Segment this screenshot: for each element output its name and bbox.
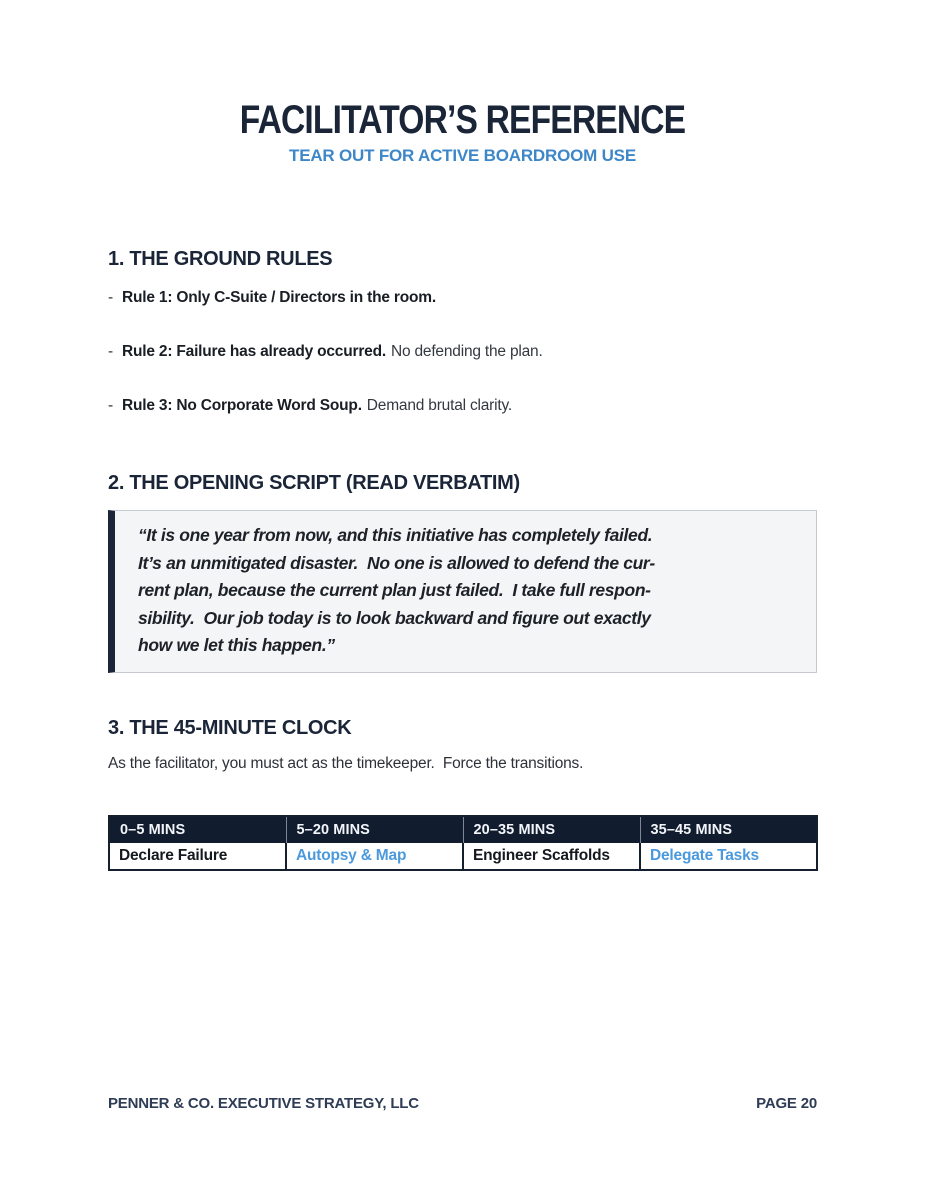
bullet-dash: - bbox=[108, 397, 113, 414]
rule-3-rest: Demand brutal clarity. bbox=[366, 397, 513, 414]
footer-company-name: PENNER & CO. EXECUTIVE STRATEGY, LLC bbox=[108, 1095, 419, 1112]
rule-1-bold: Rule 1: Only C-Suite / Directors in the room. bbox=[122, 289, 436, 306]
table-header-5-20: 5–20 MINS bbox=[286, 816, 463, 843]
table-cell-delegate-tasks: Delegate Tasks bbox=[640, 843, 817, 870]
rule-text bbox=[122, 288, 441, 308]
quote-line-4: sibility. Our job today is to look backward and figure out exactly bbox=[138, 607, 651, 628]
quote-line-2: It’s an unmitigated disaster. No one is allowed to defend the cur- bbox=[138, 552, 655, 573]
rule-2-bold: Rule 2: Failure has already occurred. bbox=[122, 343, 386, 360]
opening-script-quote bbox=[108, 510, 817, 673]
table-cell-autopsy-map: Autopsy & Map bbox=[286, 843, 463, 870]
section-1-heading: 1. THE GROUND RULES bbox=[108, 248, 333, 270]
page-footer bbox=[108, 1095, 817, 1112]
clock-intro-text: As the facilitator, you must act as the timekeeper. Force the transitions. bbox=[108, 754, 584, 772]
rule-2-rest: No defending the plan. bbox=[390, 343, 543, 360]
clock-schedule-table bbox=[108, 815, 818, 871]
quote-line-1: “It is one year from now, and this initiative has completely failed. bbox=[138, 525, 653, 545]
quote-line-5: how we let this happen.” bbox=[138, 635, 335, 655]
table-header-0-5: 0–5 MINS bbox=[109, 816, 286, 843]
bullet-dash: - bbox=[108, 289, 113, 306]
page-subtitle: TEAR OUT FOR ACTIVE BOARDROOM USE bbox=[289, 146, 636, 165]
rule-text bbox=[122, 396, 512, 416]
table-cell-engineer-scaffolds: Engineer Scaffolds bbox=[463, 843, 640, 870]
page-content bbox=[0, 98, 925, 871]
table-header-row bbox=[109, 816, 817, 843]
footer-page-number: PAGE 20 bbox=[756, 1095, 817, 1112]
rule-text bbox=[122, 342, 543, 362]
rule-item-2 bbox=[108, 342, 817, 362]
rule-3-bold: Rule 3: No Corporate Word Soup. bbox=[122, 397, 362, 414]
section-2-heading: 2. THE OPENING SCRIPT (READ VERBATIM) bbox=[108, 472, 520, 494]
page-title: FACILITATOR’S REFERENCE bbox=[239, 98, 686, 142]
bullet-dash: - bbox=[108, 343, 113, 360]
table-body-row bbox=[109, 843, 817, 870]
table-header-35-45: 35–45 MINS bbox=[640, 816, 817, 843]
rule-item-1 bbox=[108, 288, 817, 308]
table-header-20-35: 20–35 MINS bbox=[463, 816, 640, 843]
rule-item-3 bbox=[108, 396, 817, 416]
section-3-heading: 3. THE 45-MINUTE CLOCK bbox=[108, 716, 352, 739]
table-cell-declare-failure: Declare Failure bbox=[109, 843, 286, 870]
quote-line-3: rent plan, because the current plan just failed. I take full respon- bbox=[138, 580, 651, 600]
